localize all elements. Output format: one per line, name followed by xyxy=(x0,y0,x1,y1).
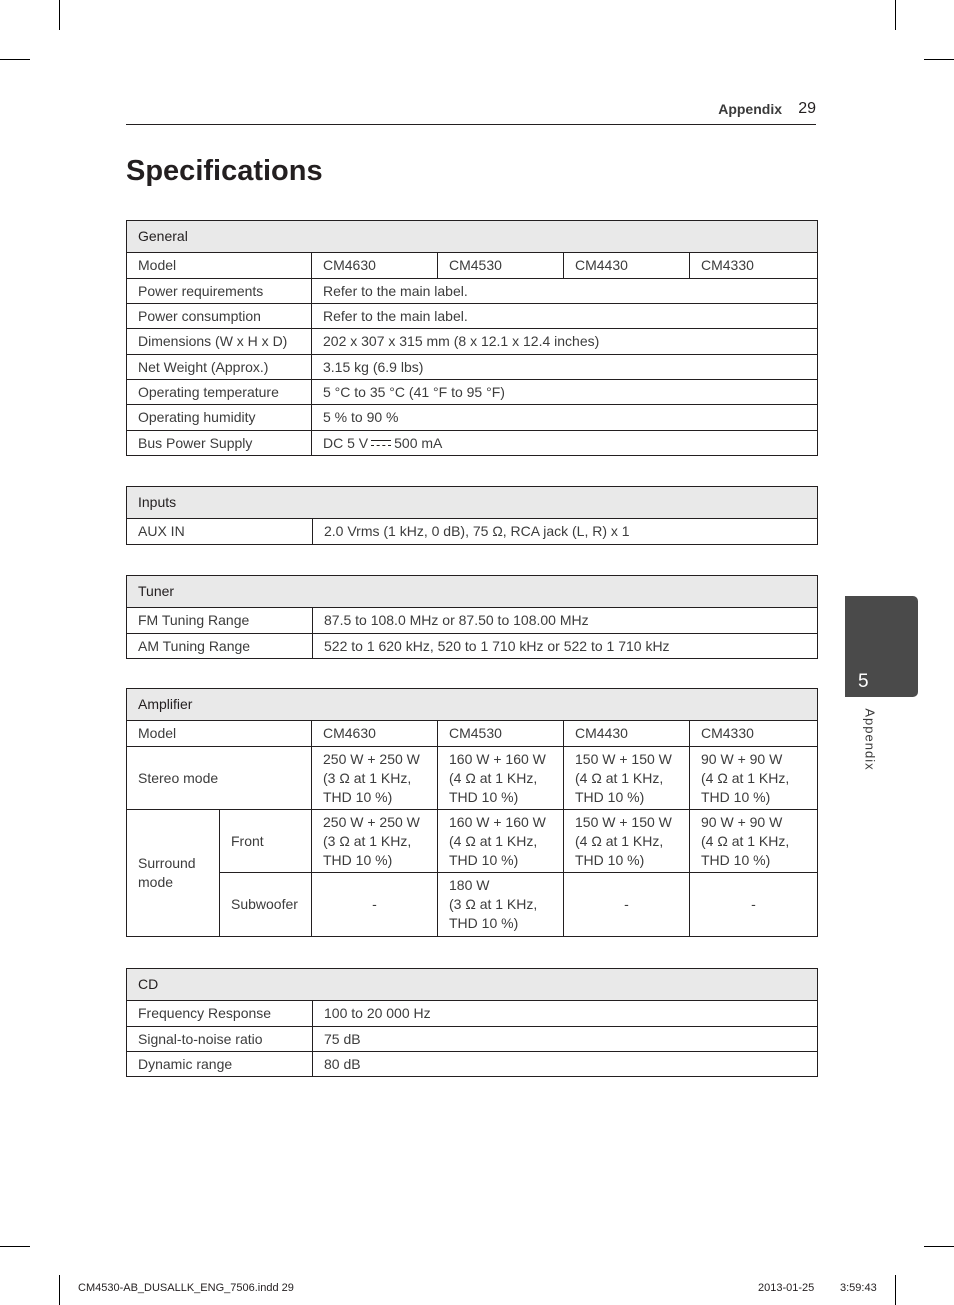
power-cell xyxy=(438,810,564,873)
dc-symbol-icon xyxy=(371,440,391,447)
chapter-tab xyxy=(845,596,918,697)
power-cell xyxy=(438,747,564,810)
cd-spec-table xyxy=(126,968,818,1077)
power-line: (4 Ω at 1 KHz, xyxy=(449,769,538,786)
row-value: 5 % to 90 % xyxy=(312,405,818,431)
row-value: 75 dB xyxy=(313,1027,818,1052)
model-cell: CM4430 xyxy=(564,721,690,747)
power-line: (3 Ω at 1 KHz, xyxy=(323,832,412,849)
row-label: Power requirements xyxy=(127,279,312,304)
sub-row-label: Front xyxy=(220,810,312,873)
power-line: 160 W + 160 W xyxy=(449,750,546,767)
model-cell: CM4530 xyxy=(438,253,564,279)
footer-date: 2013-01-25 xyxy=(758,1282,815,1294)
crop-mark xyxy=(895,1275,896,1305)
general-spec-table xyxy=(126,220,818,456)
tuner-spec-table xyxy=(126,575,818,659)
power-line: THD 10 %) xyxy=(701,788,771,805)
table-header: CD xyxy=(127,969,818,1001)
table-header: Tuner xyxy=(127,576,818,608)
power-line: 90 W + 90 W xyxy=(701,813,783,830)
power-cell xyxy=(312,810,438,873)
power-line: (4 Ω at 1 KHz, xyxy=(701,769,790,786)
row-value: 100 to 20 000 Hz xyxy=(313,1001,818,1027)
row-label: Operating humidity xyxy=(127,405,312,431)
row-value: 5 °C to 35 °C (41 °F to 95 °F) xyxy=(312,380,818,405)
row-label: AM Tuning Range xyxy=(127,634,313,659)
power-line: 180 W xyxy=(449,877,490,893)
power-cell: - xyxy=(312,873,438,937)
power-line: THD 10 %) xyxy=(701,851,771,868)
power-cell xyxy=(690,747,818,810)
power-cell xyxy=(312,747,438,810)
row-label xyxy=(127,810,220,937)
power-cell xyxy=(564,747,690,810)
power-line: 90 W + 90 W xyxy=(701,750,783,767)
power-cell: - xyxy=(564,873,690,937)
power-line: 250 W + 250 W xyxy=(323,813,420,830)
table-header: Inputs xyxy=(127,487,818,519)
crop-mark xyxy=(59,1275,60,1305)
row-value: Refer to the main label. xyxy=(312,279,818,304)
page-number: 29 xyxy=(798,100,816,117)
power-line: 150 W + 150 W xyxy=(575,750,672,767)
bus-power-prefix: DC 5 V xyxy=(323,434,369,451)
crop-mark xyxy=(924,59,954,60)
power-line: THD 10 %) xyxy=(575,788,645,805)
row-label: Dynamic range xyxy=(127,1052,313,1077)
chapter-number: 5 xyxy=(858,671,869,692)
power-cell xyxy=(438,873,564,937)
power-line: THD 10 %) xyxy=(323,788,393,805)
model-cell: CM4430 xyxy=(564,253,690,279)
row-label: Stereo mode xyxy=(127,747,312,810)
bus-power-suffix: 500 mA xyxy=(394,434,443,451)
chapter-label: Appendix xyxy=(862,708,878,771)
sub-row-label: Subwoofer xyxy=(220,873,312,937)
row-value: 2.0 Vrms (1 kHz, 0 dB), 75 Ω, RCA jack (L, R) x 1 xyxy=(313,519,818,545)
row-label: Frequency Response xyxy=(127,1001,313,1027)
row-label: Power consumption xyxy=(127,304,312,329)
surround-label-line: Surround xyxy=(138,855,196,871)
power-line: (4 Ω at 1 KHz, xyxy=(575,832,664,849)
power-cell xyxy=(564,810,690,873)
power-cell xyxy=(690,810,818,873)
crop-mark xyxy=(59,0,60,30)
row-label: Bus Power Supply xyxy=(127,431,312,456)
power-line: THD 10 %) xyxy=(449,851,519,868)
row-value: 3.15 kg (6.9 lbs) xyxy=(312,355,818,380)
surround-label-line: mode xyxy=(138,874,174,890)
power-line: (4 Ω at 1 KHz, xyxy=(575,769,664,786)
crop-mark xyxy=(0,59,30,60)
crop-mark xyxy=(895,0,896,30)
page-title: Specifications xyxy=(126,155,323,187)
power-line: 150 W + 150 W xyxy=(575,813,672,830)
row-value: 80 dB xyxy=(313,1052,818,1077)
model-cell: CM4330 xyxy=(690,253,818,279)
row-label: Model xyxy=(127,253,312,279)
power-line: (4 Ω at 1 KHz, xyxy=(449,832,538,849)
power-line: (3 Ω at 1 KHz, xyxy=(449,896,538,912)
crop-mark xyxy=(0,1246,30,1247)
table-header: Amplifier xyxy=(127,689,818,721)
row-value: 522 to 1 620 kHz, 520 to 1 710 kHz or 522 to 1 710 kHz xyxy=(313,634,818,659)
row-label: Operating temperature xyxy=(127,380,312,405)
row-label: AUX IN xyxy=(127,519,313,545)
amplifier-spec-table xyxy=(126,688,818,937)
footer-file: CM4530-AB_DUSALLK_ENG_7506.indd 29 xyxy=(78,1282,294,1294)
table-header: General xyxy=(127,221,818,253)
row-value: 202 x 307 x 315 mm (8 x 12.1 x 12.4 inches) xyxy=(312,329,818,355)
power-line: THD 10 %) xyxy=(449,788,519,805)
model-cell: CM4630 xyxy=(312,253,438,279)
power-line: (4 Ω at 1 KHz, xyxy=(701,832,790,849)
inputs-spec-table xyxy=(126,486,818,545)
power-line: THD 10 %) xyxy=(323,851,393,868)
row-label: FM Tuning Range xyxy=(127,608,313,634)
power-line: 160 W + 160 W xyxy=(449,813,546,830)
power-line: THD 10 %) xyxy=(575,851,645,868)
row-value: 87.5 to 108.0 MHz or 87.50 to 108.00 MHz xyxy=(313,608,818,634)
model-cell: CM4630 xyxy=(312,721,438,747)
power-line: 250 W + 250 W xyxy=(323,750,420,767)
crop-mark xyxy=(924,1246,954,1247)
row-value: Refer to the main label. xyxy=(312,304,818,329)
row-label: Model xyxy=(127,721,312,747)
model-cell: CM4330 xyxy=(690,721,818,747)
running-header xyxy=(126,100,816,125)
row-value xyxy=(312,431,818,456)
model-cell: CM4530 xyxy=(438,721,564,747)
power-line: (3 Ω at 1 KHz, xyxy=(323,769,412,786)
header-section: Appendix xyxy=(718,101,782,117)
row-label: Dimensions (W x H x D) xyxy=(127,329,312,355)
row-label: Net Weight (Approx.) xyxy=(127,355,312,380)
power-line: THD 10 %) xyxy=(449,915,519,931)
row-label: Signal-to-noise ratio xyxy=(127,1027,313,1052)
footer-time: 3:59:43 xyxy=(840,1282,877,1294)
power-cell: - xyxy=(690,873,818,937)
